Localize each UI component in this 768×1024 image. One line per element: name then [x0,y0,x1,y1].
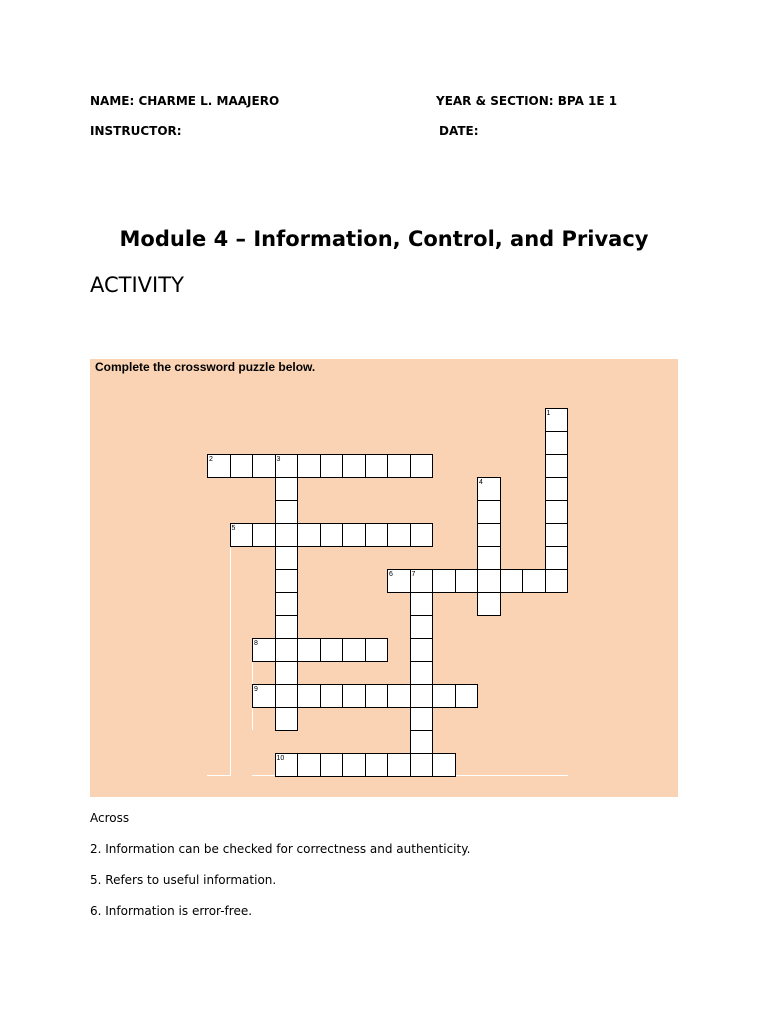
crossword-cell[interactable] [230,454,254,478]
crossword-cell[interactable] [545,546,569,570]
guide-line [230,545,231,775]
crossword-cell[interactable] [545,523,569,547]
crossword-cell[interactable] [342,523,366,547]
clue-number-label: 5 [231,525,236,532]
crossword-cell[interactable] [275,592,299,616]
crossword-cell[interactable] [342,454,366,478]
clue-number-label: 7 [411,571,416,578]
clue-number-label: 8 [254,640,258,647]
crossword-cell[interactable] [410,730,434,754]
crossword-cell[interactable] [387,684,411,708]
crossword-cell[interactable] [275,546,299,570]
header-date: DATE: [439,124,479,138]
clue-number-label: 4 [479,479,483,486]
crossword-cell[interactable] [275,523,299,547]
header-instructor: INSTRUCTOR: [90,124,182,138]
crossword-cell[interactable] [342,638,366,662]
crossword-cell[interactable] [365,684,389,708]
crossword-cell[interactable] [522,569,546,593]
crossword-cell[interactable] [275,661,299,685]
clue-number-label: 2 [209,456,213,463]
clue-number-label: 9 [254,686,258,693]
crossword-cell[interactable] [410,592,434,616]
crossword-cell[interactable] [545,431,569,455]
crossword-cell[interactable] [410,661,434,685]
crossword-cell[interactable] [477,546,501,570]
across-heading: Across [90,811,130,825]
crossword-cell[interactable] [275,500,299,524]
section-heading: ACTIVITY [90,273,184,297]
crossword-cell[interactable] [477,569,501,593]
crossword-cell[interactable] [320,638,344,662]
crossword-cell[interactable] [252,523,276,547]
crossword-cell[interactable] [365,454,389,478]
crossword-cell[interactable] [365,753,389,777]
crossword-cell[interactable] [387,753,411,777]
puzzle-instruction: Complete the crossword puzzle below. [95,360,316,374]
crossword-cell[interactable] [410,523,434,547]
crossword-cell[interactable] [297,523,321,547]
crossword-puzzle [90,359,678,797]
crossword-cell[interactable] [545,569,569,593]
crossword-cell[interactable] [297,753,321,777]
crossword-cell[interactable] [387,523,411,547]
crossword-cell[interactable] [275,569,299,593]
crossword-cell[interactable] [477,523,501,547]
crossword-cell[interactable] [410,454,434,478]
crossword-cell[interactable] [275,638,299,662]
clue-across-5: 5. Refers to useful information. [90,873,277,887]
crossword-cell[interactable] [275,477,299,501]
crossword-cell[interactable] [275,615,299,639]
crossword-cell[interactable] [410,684,434,708]
crossword-cell[interactable] [342,684,366,708]
crossword-cell[interactable] [477,592,501,616]
crossword-cell[interactable] [365,638,389,662]
crossword-cell[interactable] [410,615,434,639]
crossword-cell[interactable] [432,684,456,708]
crossword-cell[interactable] [320,753,344,777]
crossword-cell[interactable] [320,523,344,547]
guide-line [207,775,231,776]
crossword-cell[interactable] [297,684,321,708]
clue-number-label: 6 [389,571,393,578]
crossword-cell[interactable] [410,707,434,731]
clue-number-label: 1 [546,410,551,417]
crossword-cell[interactable] [275,707,299,731]
crossword-cell[interactable] [455,684,479,708]
page-title: Module 4 – Information, Control, and Privacy [119,227,649,251]
clue-number-label: 3 [276,456,281,463]
crossword-cell[interactable] [432,569,456,593]
crossword-cell[interactable] [342,753,366,777]
crossword-cell[interactable] [297,454,321,478]
crossword-cell[interactable] [320,454,344,478]
crossword-cell[interactable] [365,523,389,547]
crossword-cell[interactable] [275,684,299,708]
crossword-cell[interactable] [545,454,569,478]
crossword-cell[interactable] [477,500,501,524]
header-name: NAME: CHARME L. MAAJERO [90,94,280,108]
header-year-section: YEAR & SECTION: BPA 1E 1 [436,94,618,108]
crossword-cell[interactable] [410,753,434,777]
clue-across-2: 2. Information can be checked for correctness and authenticity. [90,842,471,856]
crossword-cell[interactable] [545,477,569,501]
crossword-cell[interactable] [387,454,411,478]
clue-across-6: 6. Information is error-free. [90,904,253,918]
crossword-cell[interactable] [545,500,569,524]
crossword-cell[interactable] [432,753,456,777]
clue-number-label: 10 [276,755,285,762]
crossword-cell[interactable] [455,569,479,593]
crossword-cell[interactable] [252,454,276,478]
crossword-cell[interactable] [320,684,344,708]
crossword-cell[interactable] [297,638,321,662]
crossword-cell[interactable] [410,638,434,662]
crossword-cell[interactable] [500,569,524,593]
